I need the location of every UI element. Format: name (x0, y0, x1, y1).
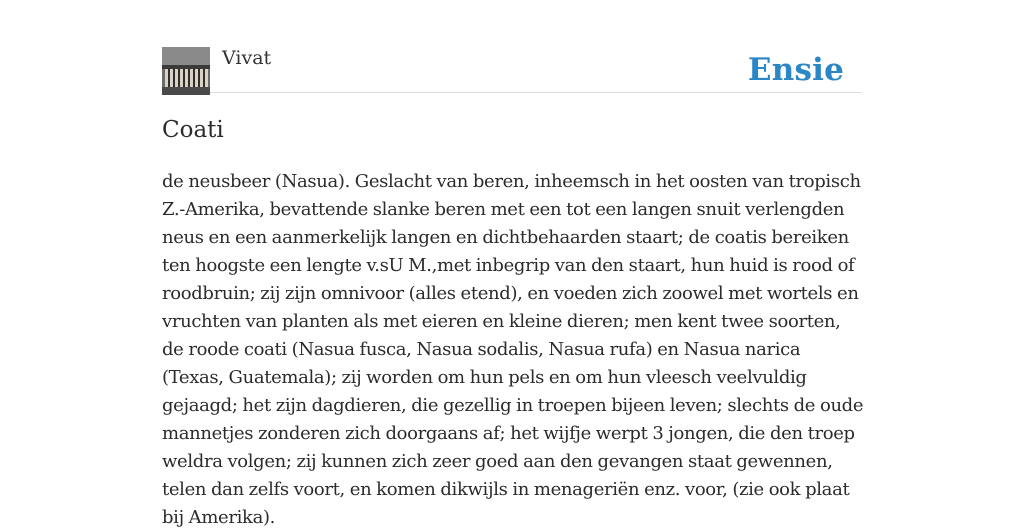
page (162, 0, 864, 528)
article-title: Coati (162, 117, 224, 143)
author-avatar[interactable] (162, 47, 210, 95)
author-name[interactable]: Vivat (222, 47, 272, 69)
header (162, 0, 862, 93)
article-body: de neusbeer (Nasua). Geslacht van beren, inheemsch in het oosten van tropisch Z.-Amerika, bevattende slanke beren met een tot een langen snuit verlengden neus en een aanmerkelijk langen en dichtbehaarden staart; de coatis bereiken ten hoogste een lengte v.sU M.,met inbegrip van den staart, hun huid is rood of roodbruin; zij zijn omnivoor (alles etend), en voeden zich zoowel met wortels en vruchten van planten als met eieren en kleine dieren; men kent twee soorten, de roode coati (Nasua fusca, Nasua sodalis, Nasua rufa) en Nasua narica (Texas, Guatemala); zij worden om hun pels en om hun vleesch veelvuldig gejaagd; het zijn dagdieren, die gezellig in troepen bijeen leven; slechts de oude mannetjes zonderen zich doorgaans af; het wijfje werpt 3 jongen, die den troep weldra volgen; zij kunnen zich zeer goed aan den gevangen staat gewennen, telen dan zelfs voort, en komen dikwijls in menageriën enz. voor, (zie ook plaat bij Amerika). (162, 171, 864, 528)
brand-logo[interactable]: Ensie (747, 52, 844, 88)
avatar-image (162, 47, 210, 95)
